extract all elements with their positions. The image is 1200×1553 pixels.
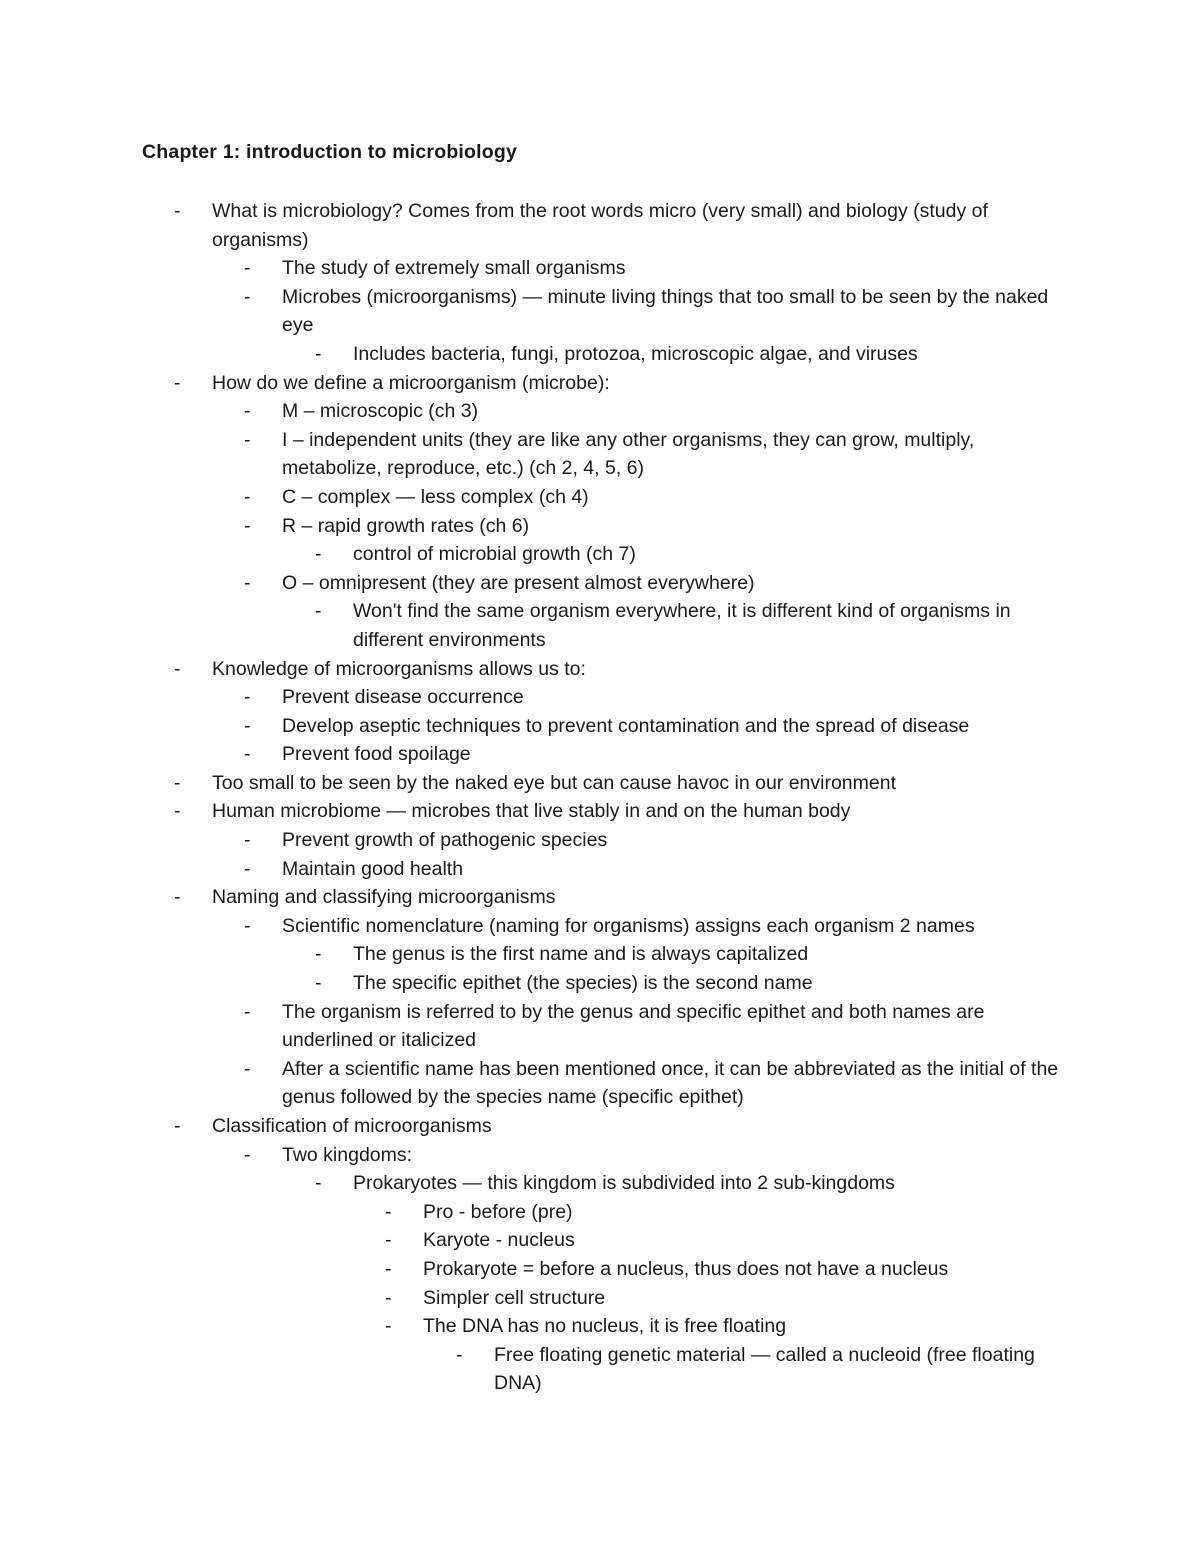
outline-item-text: Naming and classifying microorganisms [212,886,556,909]
outline-item-level-0 [174,769,1072,798]
bullet-dash: - [315,972,322,995]
outline-item-level-0 [174,1112,1072,1141]
bullet-dash: - [315,600,322,623]
outline-item-text: Free floating genetic material — called a nucleoid (free floating DNA) [494,1343,1035,1395]
bullet-dash: - [244,714,251,737]
outline-item-level-1 [244,512,1072,541]
outline-item-level-1 [244,397,1072,426]
bullet-dash: - [244,400,251,423]
outline-item-text: R – rapid growth rates (ch 6) [282,514,530,537]
bullet-dash: - [244,428,251,451]
outline-item-level-2 [315,940,1073,969]
outline-item-level-0 [174,197,1072,254]
outline-item-text: After a scientific name has been mentioned once, it can be abbreviated as the initial of the genus followed by the species name (specific epithet) [282,1057,1059,1109]
outline-item-text: M – microscopic (ch 3) [282,400,479,423]
outline-item-level-3 [385,1312,1063,1341]
bullet-dash: - [244,914,251,937]
outline-item-text: Human microbiome — microbes that live stably in and on the human body [212,800,851,823]
outline-item-text: Pro - before (pre) [423,1200,573,1223]
outline-item-level-1 [244,426,1072,483]
outline-item-level-2 [315,1169,1073,1198]
outline-item-level-4 [456,1341,1074,1398]
outline-item-level-3 [385,1255,1063,1284]
bullet-dash: - [456,1343,463,1366]
outline-item-text: Prokaryote = before a nucleus, thus does not have a nucleus [423,1257,949,1280]
outline-item-text: The specific epithet (the species) is the second name [353,972,813,995]
outline-item-text: Simpler cell structure [423,1286,606,1309]
outline-item-text: Maintain good health [282,857,464,880]
bullet-dash: - [385,1229,392,1252]
outline-item-text: O – omnipresent (they are present almost everywhere) [282,571,755,594]
outline-item-level-1 [244,855,1072,884]
bullet-dash: - [174,200,181,222]
outline-item-text: How do we define a microorganism (microbe): [212,371,610,394]
outline-item-level-1 [244,1055,1072,1112]
bullet-dash: - [385,1257,392,1280]
outline-item-level-0 [174,655,1072,684]
bullet-dash: - [385,1315,392,1338]
bullet-dash: - [174,771,181,794]
outline-item-level-2 [315,540,1073,569]
bullet-dash: - [315,943,322,966]
outline-item-level-1 [244,712,1072,741]
bullet-dash: - [244,285,251,308]
outline-item-text: Classification of microorganisms [212,1115,492,1137]
outline-item-text: Develop aseptic techniques to prevent contamination and the spread of disease [282,714,970,737]
outline-item-text: Too small to be seen by the naked eye but can cause havoc in our environment [212,771,897,794]
bullet-dash: - [174,800,181,823]
bullet-dash: - [385,1286,392,1309]
outline-item-level-3 [385,1284,1063,1313]
outline-item-text: What is microbiology? Comes from the root words micro (very small) and biology (study of organisms) [212,200,988,251]
outline-item-level-0 [174,883,1072,912]
outline-item-level-3 [385,1198,1063,1227]
outline-item-level-1 [244,740,1072,769]
outline-item-level-1 [244,998,1072,1055]
bullet-dash: - [174,1115,181,1137]
outline-item-text: The DNA has no nucleus, it is free floating [423,1315,787,1338]
outline-item-text: C – complex — less complex (ch 4) [282,485,589,508]
bullet-dash: - [244,1143,251,1166]
bullet-dash: - [244,514,251,537]
outline-item-text: The organism is referred to by the genus and specific epithet and both names are underlined or italicized [282,1000,985,1052]
bullet-dash: - [174,657,181,680]
bullet-dash: - [174,886,181,909]
outline-item-text: Prevent food spoilage [282,743,471,766]
bullet-dash: - [244,829,251,852]
outline-item-level-1 [244,683,1072,712]
outline-item-level-2 [315,340,1073,369]
bullet-dash: - [385,1200,392,1223]
bullet-dash: - [244,1057,251,1080]
bullet-dash: - [174,371,181,394]
bullet-dash: - [315,342,322,365]
bullet-dash: - [244,743,251,766]
outline-item-level-1 [244,1141,1072,1170]
outline-item-text: I – independent units (they are like any other organisms, they can grow, multiply, metabolize, reproduce, etc.) (ch 2, 4, 5, 6) [282,428,975,480]
bullet-dash: - [244,257,251,280]
outline-item-text: The genus is the first name and is always capitalized [353,943,809,966]
outline-item-text: Prevent disease occurrence [282,686,524,709]
outline-item-text: Two kingdoms: [282,1143,413,1166]
outline-item-text: Won't find the same organism everywhere, it is different kind of organisms in different environments [353,600,1011,651]
bullet-dash: - [244,857,251,880]
outline-item-level-1 [244,569,1072,598]
outline-item-level-1 [244,283,1072,340]
bullet-dash: - [315,543,322,566]
outline-item-level-1 [244,826,1072,855]
outline-item-text: Prokaryotes — this kingdom is subdivided into 2 sub-kingdoms [353,1172,895,1195]
outline-item-text: control of microbial growth (ch 7) [353,543,636,566]
outline-item-text: The study of extremely small organisms [282,257,626,280]
outline-item-level-1 [244,254,1072,283]
outline-item-level-2 [315,597,1073,654]
outline-item-text: Prevent growth of pathogenic species [282,829,608,852]
bullet-dash: - [315,1172,322,1195]
outline-item-text: Knowledge of microorganisms allows us to: [212,657,586,680]
bullet-dash: - [244,485,251,508]
bullet-dash: - [244,571,251,594]
outline-item-level-3 [385,1226,1063,1255]
outline-item-level-1 [244,483,1072,512]
outline-item-text: Microbes (microorganisms) — minute living things that too small to be seen by the naked eye [282,285,1049,337]
outline-item-level-0 [174,369,1072,398]
notes-outline [0,197,1200,1398]
bullet-dash: - [244,1000,251,1023]
outline-item-text: Includes bacteria, fungi, protozoa, microscopic algae, and viruses [353,342,918,365]
outline-item-level-1 [244,912,1072,941]
outline-item-text: Scientific nomenclature (naming for organisms) assigns each organism 2 names [282,914,975,937]
chapter-title: Chapter 1: introduction to microbiology [142,141,518,163]
outline-item-text: Karyote - nucleus [423,1229,575,1252]
outline-item-level-0 [174,797,1072,826]
bullet-dash: - [244,686,251,709]
outline-item-level-2 [315,969,1073,998]
